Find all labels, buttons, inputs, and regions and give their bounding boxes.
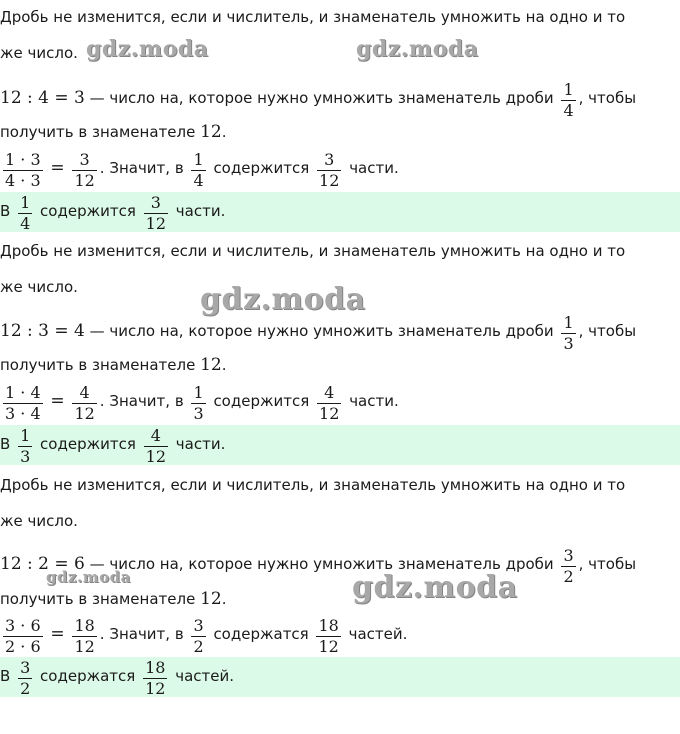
watermark: gdz.moda — [46, 568, 131, 586]
fraction-result: $\frac{18}{12}$ — [318, 616, 339, 653]
fraction-result: $\frac{18}{12}$ — [74, 616, 95, 653]
explanation-end: , чтобы — [578, 89, 637, 107]
rule-line-3b: же число. — [0, 512, 78, 530]
fraction-result: $\frac{4}{12}$ — [319, 383, 340, 420]
fraction-result: $\frac{18}{12}$ — [145, 658, 166, 695]
fraction-base: $\frac{1}{4}$ — [20, 193, 31, 230]
equation-line-2: $\frac{1 \cdot 4}{3 \cdot 4}$ = $\frac{4}{12}$ . Значит, в $\frac{1}{3}$ содержится $\frac{4}{12}$ части. — [5, 383, 399, 420]
fraction-result: $\frac{3}{12}$ — [319, 150, 340, 187]
division-line-1 — [0, 80, 680, 117]
explanation-text: — число на, которое нужно умножить знаменатель дроби — [84, 555, 554, 573]
fraction-result: $\frac{3}{12}$ — [145, 193, 167, 230]
answer-line-3: В $\frac{3}{2}$ содержатся $\frac{18}{12}$ частей. — [0, 658, 235, 695]
fraction-base: $\frac{3}{2}$ — [20, 658, 31, 695]
equation-line-3: $\frac{3 \cdot 6}{2 \cdot 6}$ = $\frac{18}{12}$ . Значит, в $\frac{3}{2}$ содержатся $\frac{18}{12}$ частей. — [5, 616, 408, 653]
fraction-mult: $\frac{1 \cdot 3}{4 \cdot 3}$ — [5, 150, 41, 187]
fraction-base: $\frac{1}{4}$ — [563, 80, 574, 117]
rule-line-2b: же число. — [0, 278, 78, 296]
division-line-2 — [0, 313, 680, 350]
explanation-end: , чтобы — [578, 555, 637, 573]
rule-line-1a: Дробь не изменится, если и числитель, и знаменатель умножить на одно и то — [0, 8, 626, 26]
target-line-1: получить в знаменателе 12. — [0, 122, 227, 142]
explanation-end: , чтобы — [578, 322, 637, 340]
fraction-base: $\frac{3}{2}$ — [563, 546, 574, 583]
answer-line-2: В $\frac{1}{3}$ содержится $\frac{4}{12}$ части. — [0, 426, 226, 463]
division-expr: 12 : 3 = 4 — [0, 321, 85, 341]
target-line-3: получить в знаменателе 12. — [0, 589, 227, 609]
watermark: gdz.moda — [86, 36, 209, 62]
watermark: gdz.moda — [352, 570, 518, 605]
watermark: gdz.moda — [356, 36, 479, 62]
fraction-result: $\frac{4}{12}$ — [74, 383, 95, 420]
fraction-mult: $\frac{3 \cdot 6}{2 \cdot 6}$ — [5, 616, 41, 653]
explanation-text: — число на, которое нужно умножить знаменатель дроби — [84, 89, 554, 107]
rule-line-1b: же число. — [0, 44, 78, 62]
fraction-base: $\frac{1}{3}$ — [193, 383, 204, 420]
fraction-base: $\frac{1}{3}$ — [20, 426, 31, 463]
target-line-2: получить в знаменателе 12. — [0, 355, 227, 375]
division-expr: 12 : 2 = 6 — [0, 554, 85, 574]
answer-line-1: В $\frac{1}{4}$ содержится $\frac{3}{12}$ части. — [0, 193, 226, 230]
fraction-result: $\frac{3}{12}$ — [74, 150, 95, 187]
rule-line-3a: Дробь не изменится, если и числитель, и знаменатель умножить на одно и то — [0, 476, 626, 494]
fraction-base: $\frac{3}{2}$ — [193, 616, 204, 653]
watermark: gdz.moda — [200, 282, 366, 317]
fraction-base: $\frac{1}{3}$ — [563, 313, 574, 350]
division-expr: 12 : 4 = 3 — [0, 88, 85, 108]
rule-line-2a: Дробь не изменится, если и числитель, и знаменатель умножить на одно и то — [0, 242, 626, 260]
fraction-mult: $\frac{1 \cdot 4}{3 \cdot 4}$ — [5, 383, 41, 420]
fraction-result: $\frac{4}{12}$ — [145, 426, 167, 463]
fraction-base: $\frac{1}{4}$ — [193, 150, 204, 187]
equation-line-1: $\frac{1 \cdot 3}{4 \cdot 3}$ = $\frac{3}{12}$ . Значит, в $\frac{1}{4}$ содержится $\frac{3}{12}$ части. — [5, 150, 399, 187]
explanation-text: — число на, которое нужно умножить знаменатель дроби — [84, 322, 554, 340]
